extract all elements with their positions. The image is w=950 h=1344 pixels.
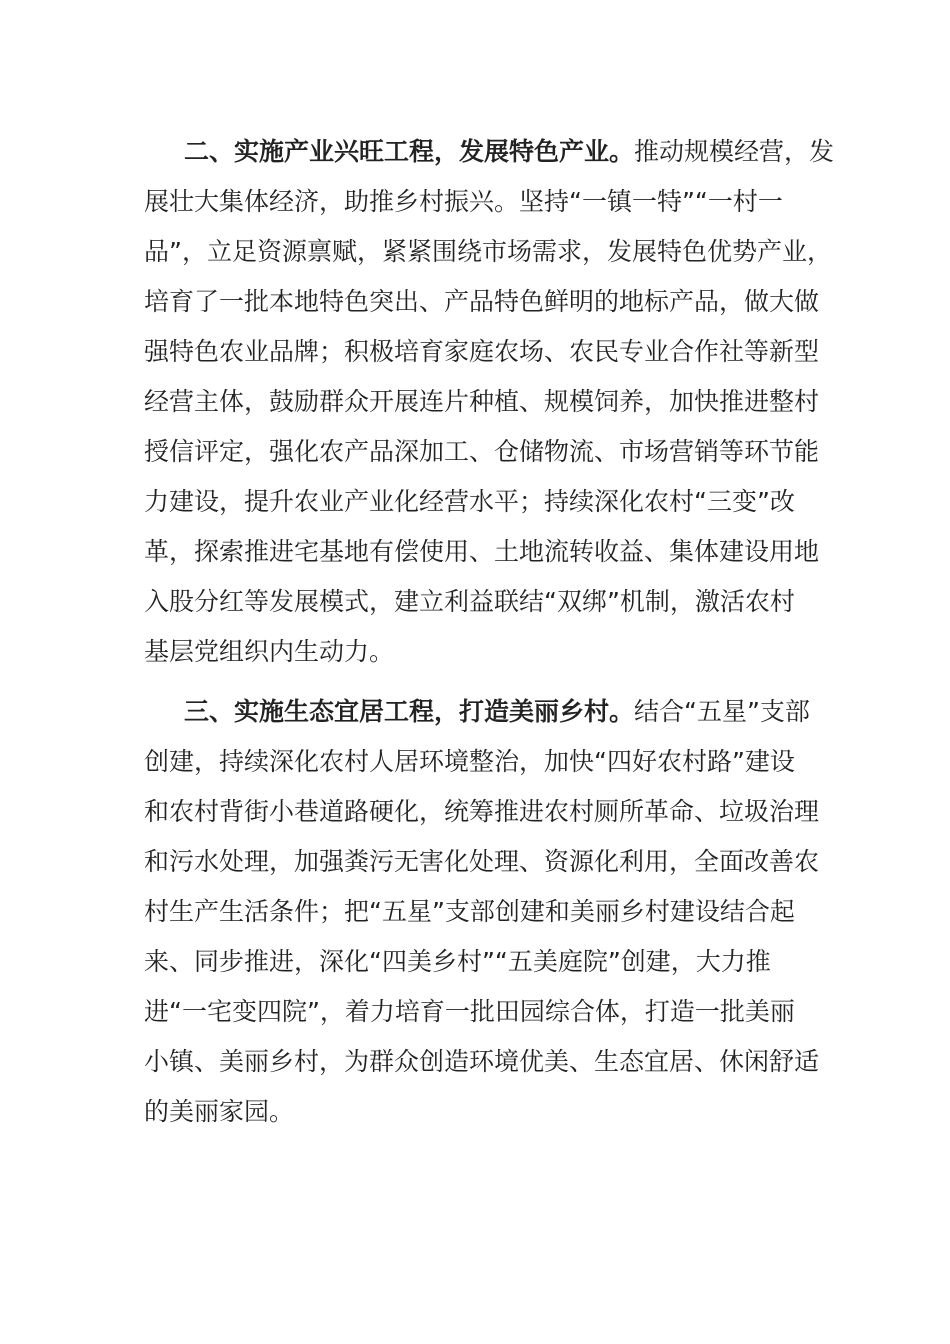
document-body [144,127,835,1137]
paragraph-line: 授信评定，强化农产品深加工、仓储物流、市场营销等环节能 [144,437,820,466]
paragraph-line: 小镇、美丽乡村，为群众创造环境优美、生态宜居、休闲舒适 [144,1047,820,1076]
paragraph-text: 结合“五星”支部 [634,697,810,726]
paragraph-line: 村生产生活条件；把“五星”支部创建和美丽乡村建设结合起 [144,897,795,926]
section-heading: 三、实施生态宜居工程，打造美丽乡村。 [184,697,635,726]
paragraph-line: 入股分红等发展模式，建立利益联结“双绑”机制，激活农村 [144,587,795,616]
paragraph-line: 基层党组织内生动力。 [144,637,395,666]
paragraph-text: 推动规模经营，发 [634,137,835,166]
paragraph-line: 力建设，提升农业产业化经营水平；持续深化农村“三变”改 [144,487,795,516]
paragraph-line: 创建，持续深化农村人居环境整治，加快“四好农村路”建设 [144,747,795,776]
paragraph-section-3 [144,687,824,1137]
paragraph-line: 品”，立足资源禀赋，紧紧围绕市场需求，发展特色优势产业， [144,237,832,266]
paragraph-line: 和污水处理，加强粪污无害化处理、资源化利用，全面改善农 [144,847,820,876]
section-heading: 二、实施产业兴旺工程，发展特色产业。 [184,137,635,166]
paragraph-section-2 [144,127,835,677]
paragraph-line: 的美丽家园。 [144,1097,295,1126]
paragraph-line: 强特色农业品牌；积极培育家庭农场、农民专业合作社等新型 [144,337,820,366]
paragraph-line: 展壮大集体经济，助推乡村振兴。坚持“一镇一特”“一村一 [144,187,783,216]
paragraph-line: 和农村背街小巷道路硬化，统筹推进农村厕所革命、垃圾治理 [144,797,820,826]
paragraph-line: 进“一宅变四院”，着力培育一批田园综合体，打造一批美丽 [144,997,795,1026]
paragraph-line [144,127,835,177]
paragraph-spacing [144,677,824,687]
paragraph-line: 培育了一批本地特色突出、产品特色鲜明的地标产品，做大做 [144,287,820,316]
paragraph-line [144,687,824,737]
paragraph-line: 来、同步推进，深化“四美乡村”“五美庭院”创建，大力推 [144,947,771,976]
paragraph-line: 经营主体，鼓励群众开展连片种植、规模饲养，加快推进整村 [144,387,820,416]
paragraph-line: 革，探索推进宅基地有偿使用、土地流转收益、集体建设用地 [144,537,820,566]
